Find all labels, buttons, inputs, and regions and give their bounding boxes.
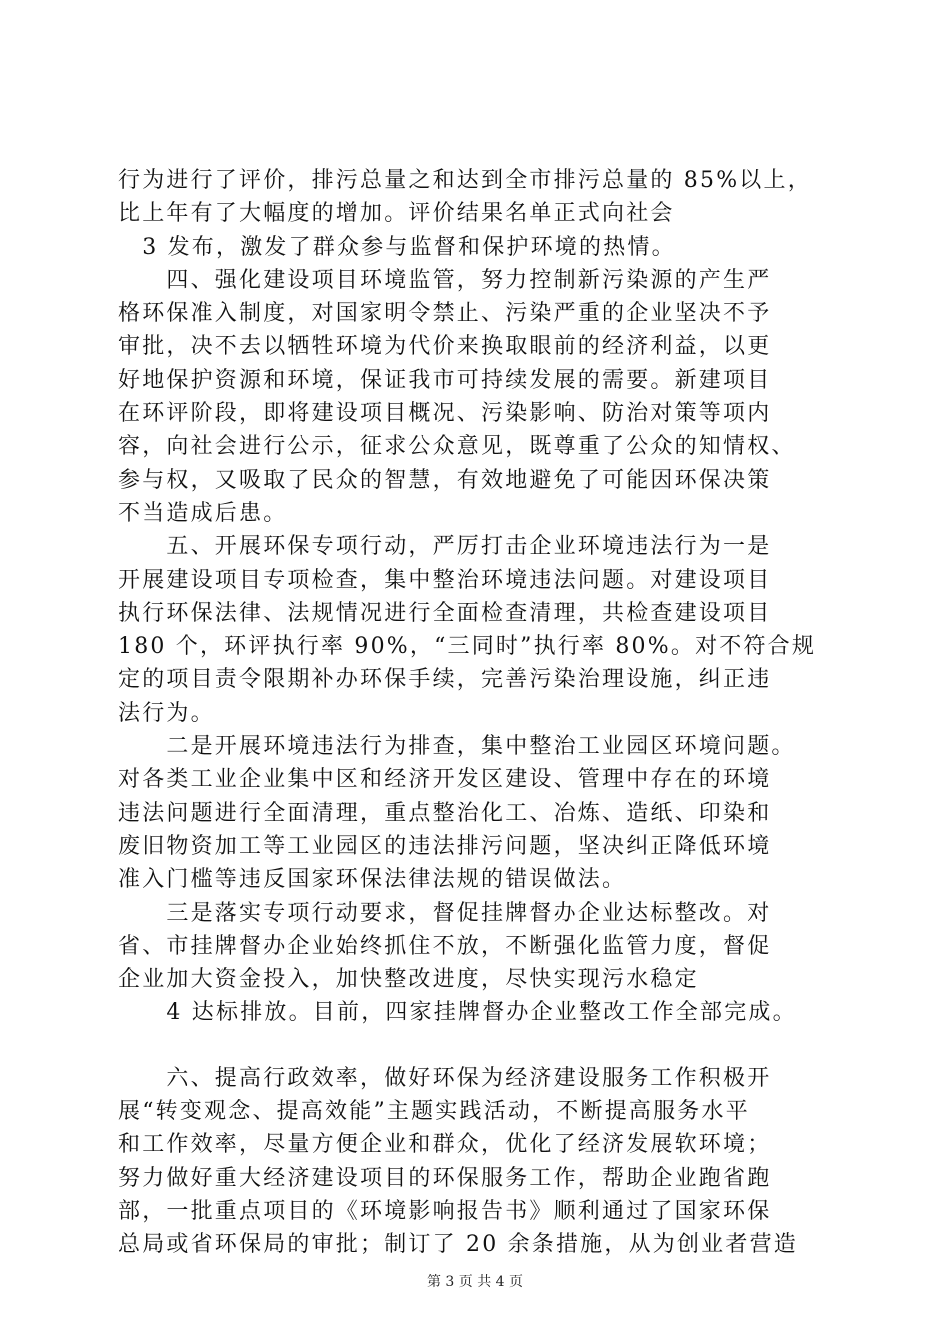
text-line: 4 达标排放。目前，四家挂牌督办企业整改工作全部完成。 (118, 1000, 797, 1026)
text-line: 五、开展环保专项行动，严厉打击企业环境违法行为一是 (118, 534, 772, 560)
text-line: 定的项目责令限期补办环保手续，完善污染治理设施，纠正违 (118, 667, 772, 693)
text-line: 参与权，又吸取了民众的智慧，有效地避免了可能因环保决策 (118, 467, 772, 493)
document-body (118, 164, 848, 1262)
text-line: 准入门槛等违反国家环保法律法规的错误做法。 (118, 867, 627, 893)
text-line (118, 1030, 848, 1062)
text-line: 总局或省环保局的审批；制订了 20 余条措施，从为创业者营造 (118, 1232, 798, 1258)
text-line: 比上年有了大幅度的增加。评价结果名单正式向社会 (118, 201, 675, 227)
text-line: 二是开展环境违法行为排查，集中整治工业园区环境问题。 (118, 734, 796, 760)
text-line: 审批，决不去以牺牲环境为代价来换取眼前的经济利益，以更 (118, 334, 772, 360)
text-line: 不当造成后患。 (118, 500, 288, 526)
text-line: 省、市挂牌督办企业始终抓住不放，不断强化监管力度，督促 (118, 933, 772, 959)
text-line: 执行环保法律、法规情况进行全面检查清理，共检查建设项目 (118, 600, 772, 626)
text-line: 在环评阶段，即将建设项目概况、污染影响、防治对策等项内 (118, 401, 772, 427)
text-line: 法行为。 (118, 700, 215, 726)
text-line: 六、提高行政效率，做好环保为经济建设服务工作积极开 (118, 1065, 772, 1091)
text-line: 四、强化建设项目环境监管，努力控制新污染源的产生严 (118, 267, 772, 293)
text-line: 展“转变观念、提高效能”主题实践活动，不断提高服务水平 (118, 1099, 750, 1125)
text-line: 格环保准入制度，对国家明令禁止、污染严重的企业坚决不予 (118, 301, 772, 327)
text-line: 容，向社会进行公示，征求公众意见，既尊重了公众的知情权、 (118, 434, 796, 460)
text-line: 好地保护资源和环境，保证我市可持续发展的需要。新建项目 (118, 367, 772, 393)
text-line: 对各类工业企业集中区和经济开发区建设、管理中存在的环境 (118, 767, 772, 793)
text-line: 企业加大资金投入，加快整改进度，尽快实现污水稳定 (118, 967, 699, 993)
text-line: 部，一批重点项目的《环境影响报告书》顺利通过了国家环保 (118, 1198, 772, 1224)
text-line: 违法问题进行全面清理，重点整治化工、冶炼、造纸、印染和 (118, 800, 772, 826)
text-line: 和工作效率，尽量方便企业和群众，优化了经济发展软环境； (118, 1132, 772, 1158)
text-line: 180 个，环评执行率 90%，“三同时”执行率 80%。对不符合规 (118, 634, 817, 660)
text-line: 三是落实专项行动要求，督促挂牌督办企业达标整改。对 (118, 900, 772, 926)
text-line: 废旧物资加工等工业园区的违法排污问题，坚决纠正降低环境 (118, 833, 772, 859)
text-line: 努力做好重大经济建设项目的环保服务工作，帮助企业跑省跑 (118, 1165, 772, 1191)
page-footer: 第 3 页 共 4 页 (426, 1274, 524, 1290)
text-line: 行为进行了评价，排污总量之和达到全市排污总量的 85%以上， (118, 168, 812, 193)
text-line: 3 发布，激发了群众参与监督和保护环境的热情。 (118, 234, 676, 260)
text-line: 开展建设项目专项检查，集中整治环境违法问题。对建设项目 (118, 567, 772, 593)
